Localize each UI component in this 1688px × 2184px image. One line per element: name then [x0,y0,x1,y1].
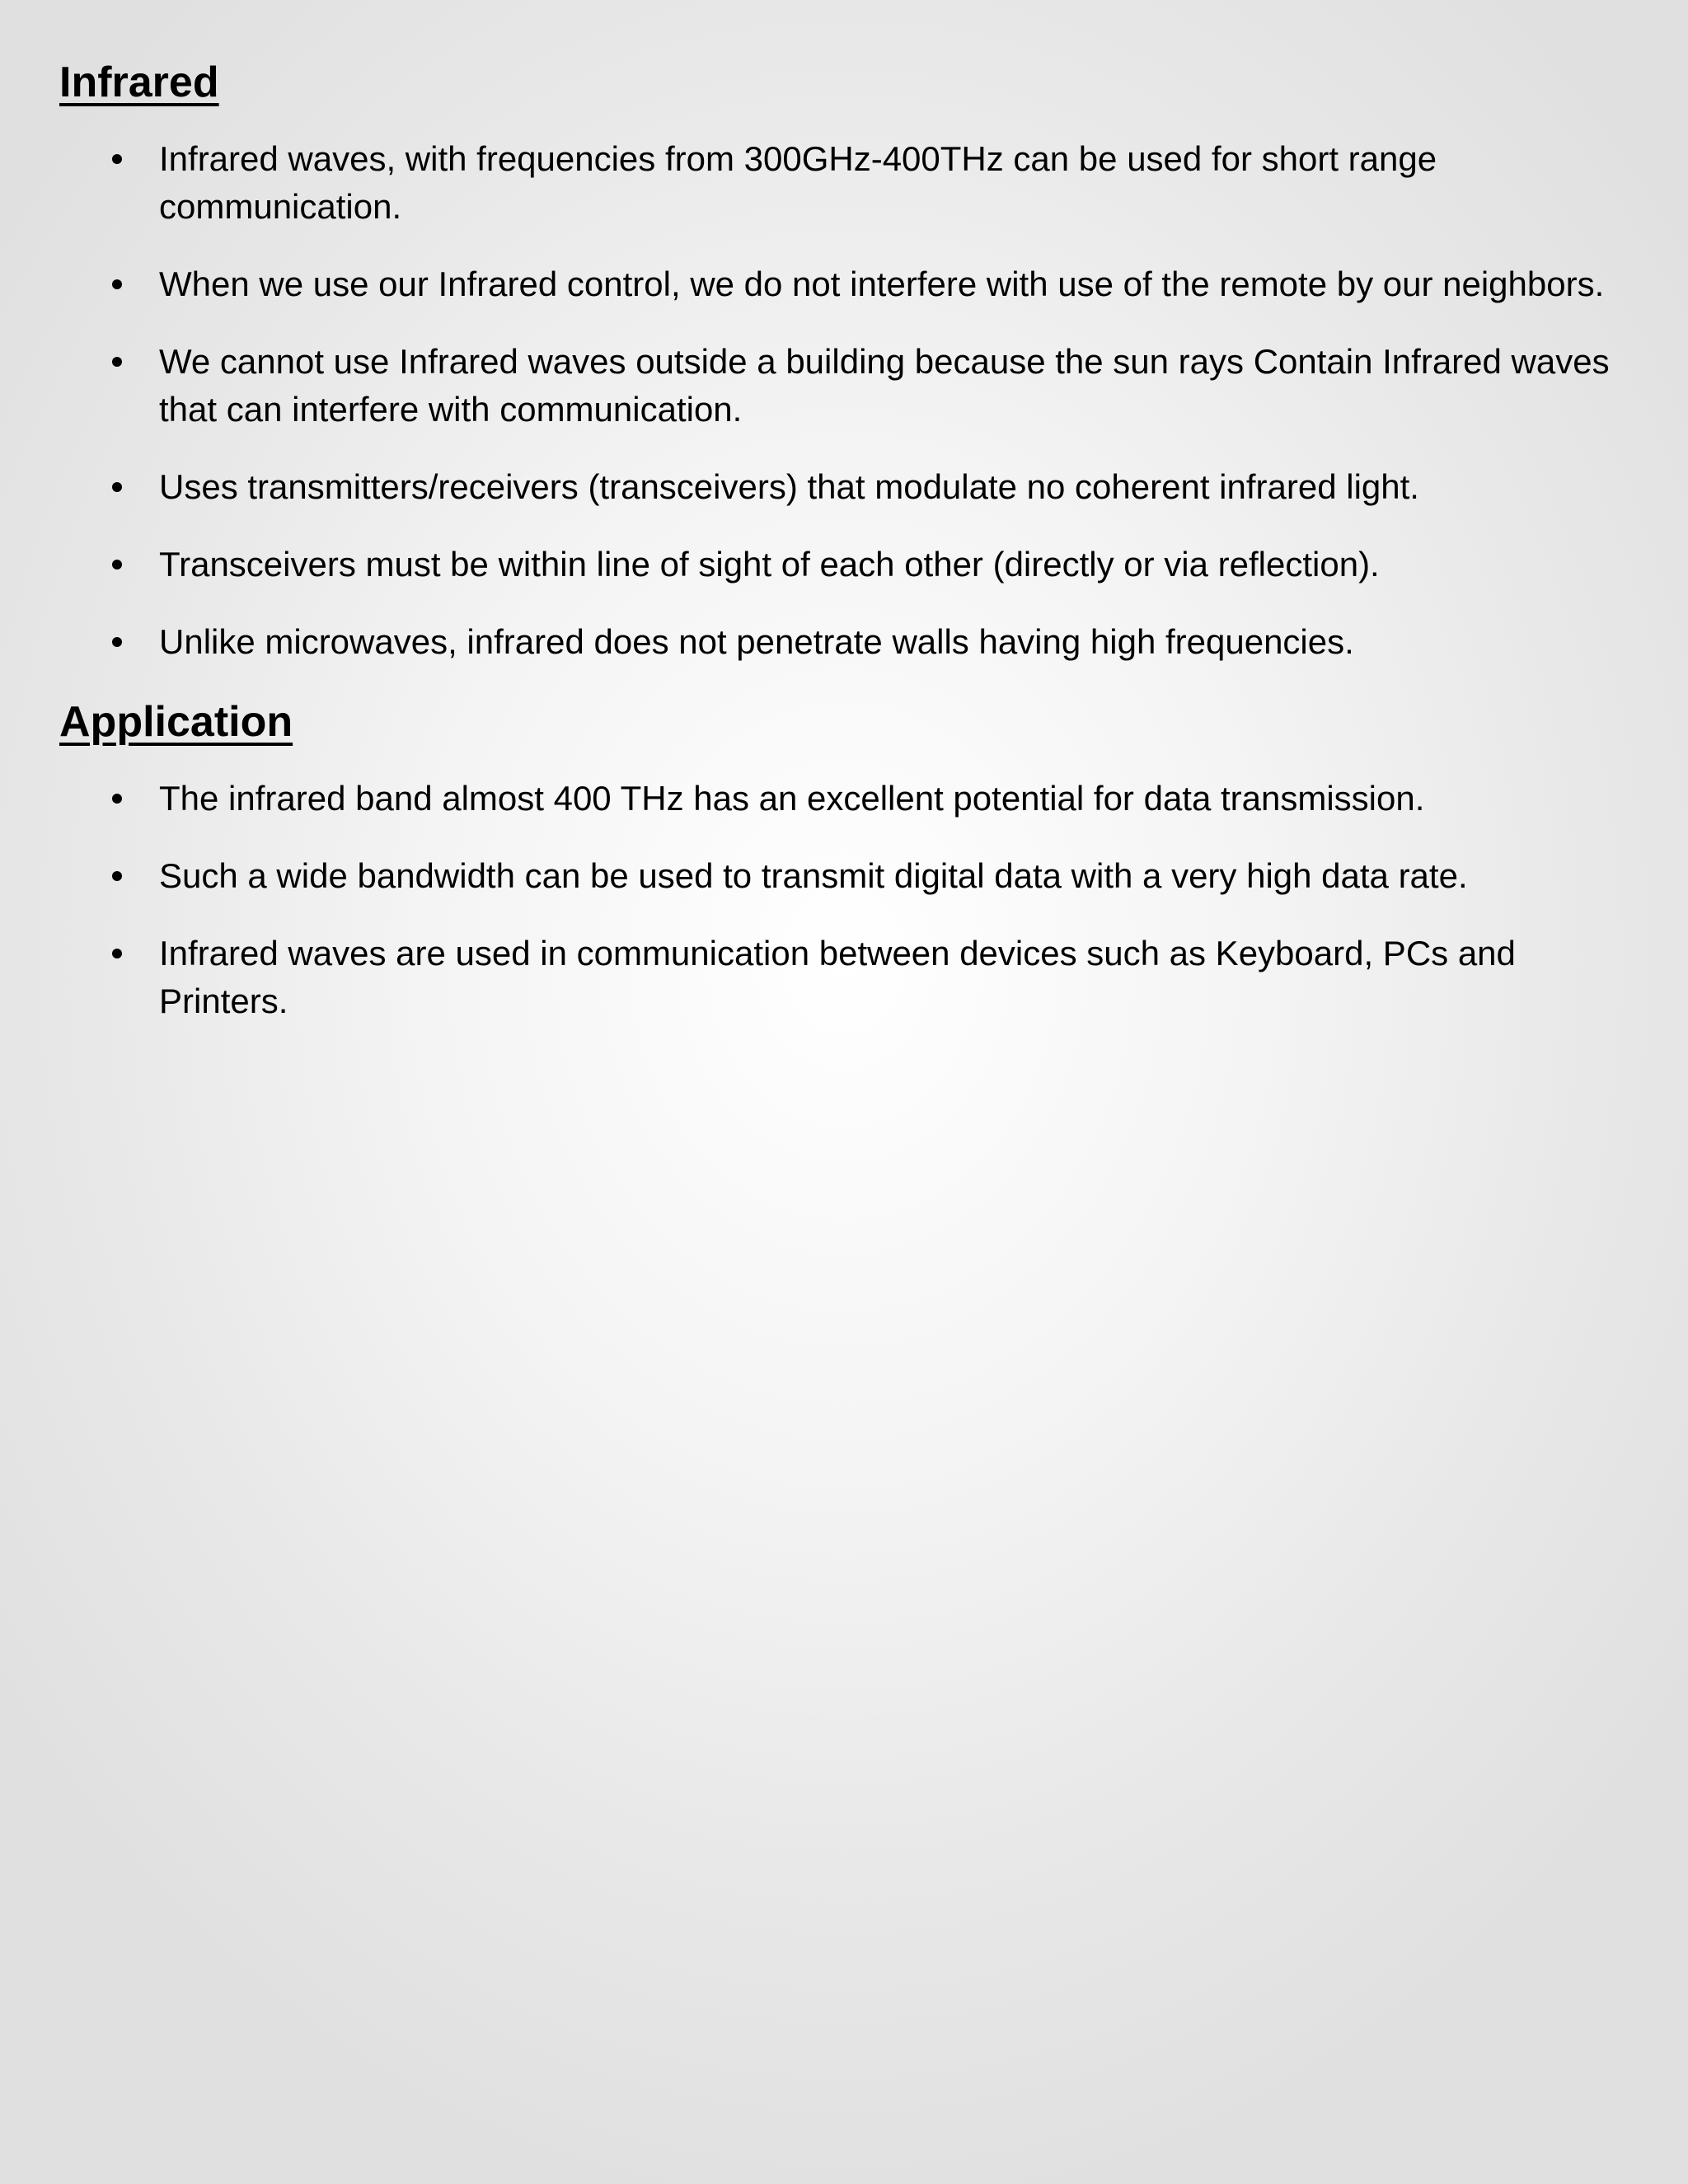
section-heading-infrared: Infrared [59,59,219,106]
list-item [59,541,1629,588]
bullet-icon [112,154,122,164]
bullet-icon [112,794,122,804]
bullet-icon [112,279,122,289]
bullet-icon [112,871,122,881]
bullet-text: Unlike microwaves, infrared does not penetrate walls having high frequencies. [159,622,1354,661]
list-item [59,930,1629,1025]
application-bullet-list [59,775,1629,1025]
list-item [59,338,1629,434]
bullet-icon [112,560,122,569]
bullet-text: Infrared waves, with frequencies from 300GHz-400THz can be used for short range communication. [159,139,1437,226]
infrared-bullet-list [59,135,1629,666]
bullet-text: Uses transmitters/receivers (transceivers) that modulate no coherent infrared light. [159,467,1419,506]
bullet-icon [112,949,122,958]
bullet-icon [112,357,122,367]
bullet-icon [112,637,122,647]
bullet-text: The infrared band almost 400 THz has an excellent potential for data transmission. [159,779,1425,818]
list-item [59,260,1629,308]
bullet-text: When we use our Infrared control, we do not interfere with use of the remote by our neighbors. [159,265,1605,303]
bullet-icon [112,482,122,492]
list-item [59,775,1629,823]
bullet-text: Transceivers must be within line of sight of each other (directly or via reflection). [159,545,1380,583]
list-item [59,852,1629,900]
bullet-text: We cannot use Infrared waves outside a building because the sun rays Contain Infrared waves that can interfere with communication. [159,342,1610,429]
section-heading-application: Application [59,698,293,746]
list-item [59,135,1629,231]
list-item [59,463,1629,511]
list-item [59,618,1629,666]
bullet-text: Infrared waves are used in communication between devices such as Keyboard, PCs and Printers. [159,934,1516,1020]
bullet-text: Such a wide bandwidth can be used to transmit digital data with a very high data rate. [159,856,1468,895]
